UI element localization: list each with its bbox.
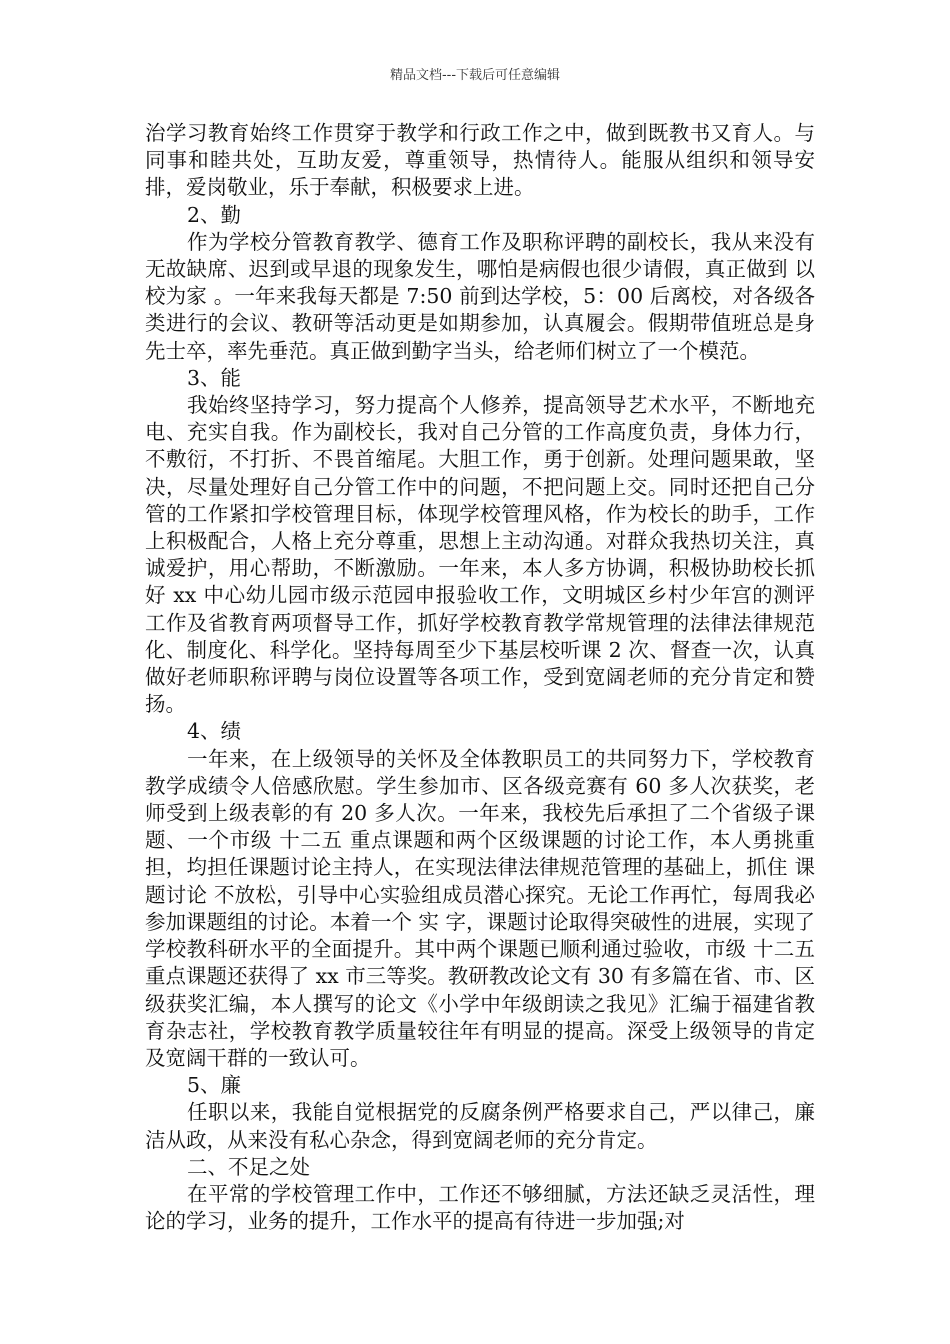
paragraph-shortcomings: 在平常的学校管理工作中，工作还不够细腻，方法还缺乏灵活性，理论的学习，业务的提升，工作水平的提高有待进一步加强;对	[145, 1181, 815, 1234]
page-header: 精品文档---下载后可任意编辑	[389, 68, 561, 83]
paragraph-diligence: 作为学校分管教育教学、德育工作及职称评聘的副校长，我从来没有无故缺席、迟到或早退的现象发生，哪怕是病假也很少请假，真正做到 以校为家 。一年来我每天都是 7:50 前到达学校，5：00 后离校，对各级各类进行的会议、教研等活动更是如期参加，认真履会。假期带值班总是身先士卒，率先垂范。真正做到勤字当头，给老师们树立了一个模范。	[145, 229, 815, 363]
paragraph-integrity: 任职以来，我能自觉根据党的反腐条例严格要求自己，严以律己，廉洁从政，从来没有私心杂念，得到宽阔老师的充分肯定。	[145, 1100, 815, 1152]
section-heading-integrity: 5、廉	[187, 1073, 242, 1098]
paragraph-achievement: 一年来，在上级领导的关怀及全体教职员工的共同努力下，学校教育教学成绩令人倍感欣慰。学生参加市、区各级竞赛有 60 多人次获奖，老师受到上级表彰的有 20 多人次。一年来，我校先后承担了二个省级子课题、一个市级 十二五 重点课题和两个区级课题的讨论工作，本人勇挑重担，均担任课题讨论主持人，在实现法律法律规范管理的基础上，抓住 课题讨论 不放松，引导中心实验组成员潜心探究。无论工作再忙，每周我必参加课题组的讨论。本着一个 实 字，课题讨论取得突破性的进展，实现了学校教科研水平的全面提升。其中两个课题已顺利通过验收，市级 十二五 重点课题还获得了 xx 市三等奖。教研教改论文有 30 有多篇在省、市、区级获奖汇编，本人撰写的论文《小学中年级朗读之我见》汇编于福建省教育杂志社，学校教育教学质量较往年有明显的提高。深受上级领导的肯定及宽阔干群的一致认可。	[145, 746, 815, 1070]
paragraph-ability: 我始终坚持学习，努力提高个人修养，提高领导艺术水平，不断地充电、充实自我。作为副校长，我对自己分管的工作高度负责，身体力行，不敷衍，不打折、不畏首缩尾。大胆工作，勇于创新。处理问题果敢，坚决，尽量处理好自己分管工作中的问题，不把问题上交。同时还把自己分管的工作紧扣学校管理目标，体现学校管理风格，作为校长的助手，工作上积极配合，人格上充分尊重，思想上主动沟通。对群众我热切关注，真诚爱护，用心帮助，不断激励。一年来，本人多方协调，积极协助校长抓好 xx 中心幼儿园市级示范园申报验收工作，文明城区乡村少年宫的测评工作及省教育两项督导工作，抓好学校教育教学常规管理的法律法律规范化、制度化、科学化。坚持每周至少下基层校听课 2 次、督查一次，认真做好老师职称评聘与岗位设置等各项工作，受到宽阔老师的充分肯定和赞扬。	[145, 393, 815, 717]
section-heading-diligence: 2、勤	[187, 202, 242, 227]
document-body	[145, 120, 815, 1235]
section-heading-achievement: 4、绩	[187, 719, 242, 744]
section-heading-ability: 3、能	[187, 365, 242, 390]
section-heading-shortcomings: 二、不足之处	[187, 1154, 310, 1179]
paragraph-intro: 治学习教育始终工作贯穿于教学和行政工作之中，做到既教书又育人。与同事和睦共处，互助友爱，尊重领导，热情待人。能服从组织和领导安排，爱岗敬业，乐于奉献，积极要求上进。	[145, 121, 815, 200]
